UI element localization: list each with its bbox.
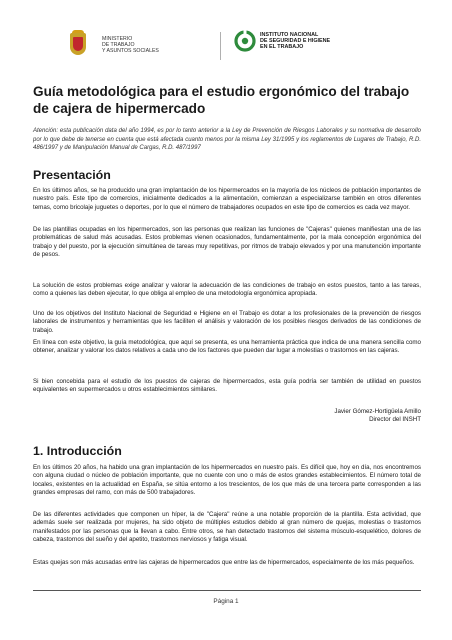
document-title: Guía metodológica para el estudio ergonómico del trabajo de cajera de hipermercado: [33, 84, 410, 116]
header-divider: [220, 32, 221, 60]
signature: [334, 408, 421, 425]
insht-logo-icon: [234, 30, 256, 52]
page-number: Página 1: [213, 598, 239, 605]
ministry-logo-block: [62, 30, 159, 60]
paragraph: Estas quejas son más acusadas entre las cajeras de hipermercados que entre las de hipermercados, especialmente de los más pequeños.: [33, 559, 415, 566]
paragraph: De las diferentes actividades que componen un híper, la de "Cajera" reúne a una notable proporción de la plantilla. Esta actividad, que además suele ser realizada por mujeres, ha sido objeto de múltiples estudios debido al gran número de quejas, molestias o trastornos manifestados por las personas que la llevan a cabo. Entre otros, se han detectado trastornos del sistema músculo-esquelético, dolores de cabeza, trastornos del sueño y del apetito, trastornos nerviosos y fatiga visual.: [33, 511, 421, 543]
ministry-line: DE TRABAJO: [102, 42, 135, 48]
ministry-line: MINISTERIO: [102, 36, 133, 42]
insht-line: DE SEGURIDAD E HIGIENE: [260, 37, 331, 44]
footer-divider: [33, 590, 421, 591]
paragraph: En los últimos 20 años, ha habido una gran implantación de los hipermercados en nuestro país. Es difícil que, hoy en día, nos encontremos con alguna ciudad o núcleo de población importante, que no cuente con uno o más de estos grandes establecimientos. El número total de locales, existentes en la actualidad en España, se sitúa entorno a los trescientos, de los que más de una tercera parte corresponden a las grandes empresas del ramo, con más de 500 trabajadores.: [33, 464, 421, 496]
coat-of-arms-icon: [62, 30, 100, 60]
paragraph: En línea con este objetivo, la guía metodológica, que aquí se presenta, es una herramienta práctica que indica de una manera sencilla como obtener, analizar y valorar los datos relativos a cada uno de los factores que pueden dar lugar a molestias o trastornos en las cajeras.: [33, 339, 421, 355]
header: [62, 30, 402, 64]
insht-name: [260, 32, 330, 51]
paragraph: Si bien concebida para el estudio de los puestos de cajeras de hipermercados, esta guía podría ser también de utilidad en puestos equivalentes en supermercados u otros establecimientos similares.: [33, 378, 421, 394]
insht-logo-block: [234, 30, 330, 52]
publication-notice: Atención: esta publicación data del año 1994, es por lo tanto anterior a la Ley de Prevención de Riesgos Laborales y su normativa de desarrollo por lo que debe de tenerse en cuenta que está afectada cuanto menos por la misma Ley 31/1995 y los reglamentos de Lugares de Trabajo, R.D. 486/1997 y de Manipulación Manual de Cargas, R.D. 487/1997: [33, 128, 421, 152]
section-heading-presentacion: Presentación: [33, 168, 111, 182]
paragraph: En los últimos años, se ha producido una gran implantación de los hipermercados en la mayoría de los núcleos de población importantes de nuestro país. Este tipo de comercios, inicialmente dedicados a la alimentación, comienzan a especializarse también en otros diferentes temas, como bricolaje juguetes o deportes, por lo que el número de trabajadores ocupados en este tipo de comercios es cada vez mayor.: [33, 187, 421, 211]
paragraph: De las plantillas ocupadas en los hipermercados, son las personas que realizan las funciones de "Cajeras" quienes manifiestan una de las problemáticas de salud más acusadas. Estos problemas vienen ocasionados, fundamentalmente, por la mala concepción ergonómica del trabajo y del puesto, por la ejecución simultánea de tareas muy repetitivas, por ritmos de trabajo elevados y por una manutención importante de pesos.: [33, 226, 421, 258]
signature-role: Director del INSHT: [369, 416, 421, 424]
insht-line: INSTITUTO NACIONAL: [260, 31, 319, 38]
section-heading-introduccion: 1. Introducción: [33, 444, 122, 458]
ministry-name: [102, 36, 159, 54]
signature-name: Javier Gómez-Hortigüela Amillo: [334, 408, 421, 415]
ministry-line: Y ASUNTOS SOCIALES: [102, 48, 159, 54]
insht-line: EN EL TRABAJO: [260, 44, 304, 51]
paragraph: Uno de los objetivos del Instituto Nacional de Seguridad e Higiene en el Trabajo es dotar a los profesionales de la prevención de riesgos laborales de instrumentos y herramientas que les faciliten el análisis y valoración de los posibles riesgos derivados de las condiciones de trabajo.: [33, 310, 421, 334]
paragraph: La solución de estos problemas exige analizar y valorar la adecuación de las condiciones de trabajo en estos puestos, tanto a las tareas, como a quienes las deben ejecutar, lo que obliga al empleo de una metodología ergonómica apropiada.: [33, 282, 421, 298]
